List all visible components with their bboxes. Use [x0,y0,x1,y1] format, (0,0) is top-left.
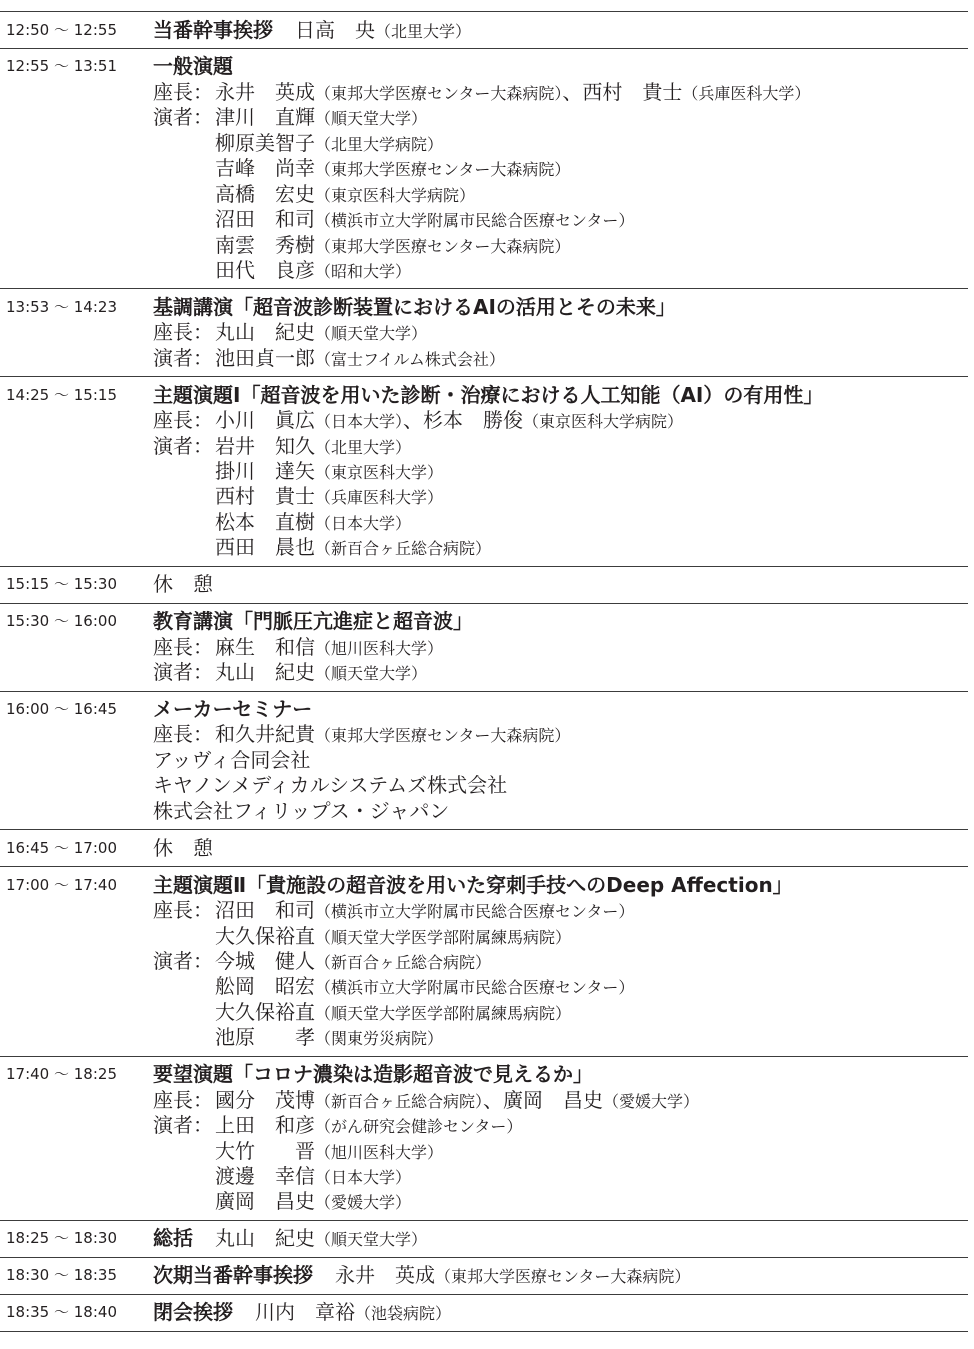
speaker-line [153,1139,968,1164]
chair-label: 座長： [153,722,213,747]
speaker-affiliation: （北里大学病院） [315,134,444,154]
chair-name: 廣岡 昌史 [503,1087,604,1112]
session-heading [153,383,968,408]
session-title: 一般演題 [153,54,233,79]
chair-affiliation: （旭川医科大学） [315,638,444,658]
session-content [153,1300,968,1325]
chair-name: 大久保裕直 [215,923,315,948]
speaker-name: 松本 直樹 [215,509,315,534]
speaker-label: 演者： [153,433,213,458]
session-title: 当番幹事挨拶 [153,17,273,42]
session-content [153,18,968,43]
session-content [153,1062,968,1215]
session-title: 閉会挨拶 [153,1300,233,1325]
session-heading [153,54,968,79]
session-content [153,383,968,561]
speaker-name: 大竹 晋 [215,1138,315,1163]
session-title: 基調講演「超音波診断装置におけるAIの活用とその未来」 [153,294,676,319]
speaker-line [153,1025,968,1050]
speaker-affiliation: （横浜市立大学附属市民総合医療センター） [315,211,635,231]
session-content [153,572,968,597]
session-time: 16:45 ～ 17:00 [6,838,117,857]
chair-affiliation: （愛媛大学） [603,1091,700,1111]
presenter-name: 日高 央 [295,17,375,42]
sponsor-company: キヤノンメディカルシステムズ株式会社 [153,773,508,798]
session-content [153,1226,968,1251]
session-heading [153,697,968,722]
presenter-affiliation: （東邦大学医療センター大森病院） [435,1267,691,1287]
chair-affiliation: （日本大学） [315,412,404,432]
session-time: 12:50 ～ 12:55 [6,20,117,39]
session-content [153,54,968,283]
speaker-affiliation: （旭川医科大学） [315,1142,444,1162]
speaker-name: 吉峰 尚幸 [215,156,315,181]
session-heading [153,1300,968,1325]
speaker-affiliation: （兵庫医科大学） [315,488,444,508]
speaker-line [153,207,968,232]
speaker-name: 西村 貴士 [215,484,315,509]
schedule-row [0,49,968,289]
speaker-label: 演者： [153,948,213,973]
speaker-affiliation: （東京医科大学病院） [315,185,476,205]
list-separator: 、 [483,1087,504,1112]
speaker-line [153,535,968,560]
speaker-line [153,1113,968,1138]
session-time: 16:00 ～ 16:45 [6,700,117,718]
speaker-name: 掛川 達矢 [215,459,315,483]
chair-label: 座長： [153,320,213,345]
speaker-label: 演者： [153,105,213,130]
session-title: 主題演題Ⅰ「超音波を用いた診断・治療における人工知能（AI）の有用性」 [153,382,824,407]
speaker-affiliation: （順天堂大学） [315,109,428,129]
speaker-affiliation: （新百合ヶ丘総合病院） [315,539,492,559]
program-schedule [0,11,968,1332]
schedule-row [0,1258,968,1295]
presenter-name: 丸山 紀史 [215,1226,315,1251]
speaker-name: 田代 良彦 [215,257,315,282]
speaker-label: 演者： [153,345,213,370]
speaker-affiliation: （新百合ヶ丘総合病院） [315,952,492,972]
chair-label: 座長： [153,634,213,659]
session-time: 14:25 ～ 15:15 [6,385,117,404]
speaker-affiliation: （北里大学） [315,437,412,457]
chair-affiliation: （東京医科大学病院） [523,412,684,432]
speaker-line [153,346,968,371]
schedule-row [0,1221,968,1258]
schedule-row [0,692,968,831]
session-time: 17:40 ～ 18:25 [6,1065,117,1084]
chair-affiliation: （順天堂大学） [315,324,428,344]
session-title: 主題演題Ⅱ「貴施設の超音波を用いた穿刺手技へのDeep Affection」 [153,872,793,897]
chair-line [153,320,968,345]
schedule-row [0,377,968,567]
chair-affiliation: （東邦大学医療センター大森病院） [315,726,571,746]
speaker-name: 池田貞一郎 [215,345,315,370]
speaker-label: 演者： [153,1113,213,1138]
chair-name: 和久井紀貴 [215,722,315,747]
chair-name: 永井 英成 [215,79,315,104]
chair-name: 小川 眞広 [215,408,315,433]
session-time: 15:30 ～ 16:00 [6,612,117,631]
speaker-name: 大久保裕直 [215,999,315,1024]
speaker-line [153,510,968,535]
presenter-name: 川内 章裕 [255,1300,355,1325]
schedule-row [0,567,968,604]
chair-affiliation: （兵庫医科大学） [682,83,811,103]
schedule-row [0,604,968,692]
speaker-name: 上田 和彦 [215,1113,315,1138]
break-line [153,572,968,597]
chair-label: 座長： [153,408,213,433]
speaker-name: 沼田 和司 [215,207,315,232]
chair-affiliation: （横浜市立大学附属市民総合医療センター） [315,902,635,922]
speaker-affiliation: （順天堂大学） [315,664,428,684]
break-line [153,836,968,861]
session-heading [153,295,968,320]
chair-name: 麻生 和信 [215,634,315,659]
chair-affiliation: （新百合ヶ丘総合病院） [315,1091,484,1111]
speaker-name: 渡邊 幸信 [215,1163,315,1188]
chair-name: 國分 茂博 [215,1087,315,1112]
speaker-label: 演者： [153,660,213,685]
speaker-affiliation: （横浜市立大学附属市民総合医療センター） [315,978,635,998]
chair-line [153,924,968,949]
speaker-affiliation: （関東労災病院） [315,1029,444,1049]
session-heading [153,18,968,43]
session-heading [153,1263,968,1288]
sponsor-line [153,799,968,824]
speaker-name: 高橋 宏史 [215,181,315,206]
session-content [153,697,968,824]
session-heading [153,609,968,634]
chair-line [153,1088,968,1113]
speaker-affiliation: （愛媛大学） [315,1193,412,1213]
speaker-line [153,1000,968,1025]
speaker-affiliation: （日本大学） [315,513,412,533]
speaker-affiliation: （東邦大学医療センター大森病院） [315,160,571,180]
chair-label: 座長： [153,1087,213,1112]
session-title: 要望演題「コロナ濃染は造影超音波で見えるか」 [153,1062,593,1087]
speaker-affiliation: （日本大学） [315,1167,412,1187]
presenter-name: 永井 英成 [335,1263,435,1288]
speaker-affiliation: （東京医科大学） [315,463,444,482]
chair-label: 座長： [153,898,213,923]
session-content [153,609,968,685]
session-time: 18:35 ～ 18:40 [6,1303,117,1322]
session-time: 17:00 ～ 17:40 [6,875,117,894]
chair-label: 座長： [153,79,213,104]
speaker-name: 丸山 紀史 [215,660,315,685]
list-separator: 、 [403,408,424,433]
session-time: 18:30 ～ 18:35 [6,1266,117,1285]
session-content [153,873,968,1051]
session-title: メーカーセミナー [153,697,313,721]
chair-name: 杉本 勝俊 [423,408,524,433]
speaker-affiliation: （富士フイルム株式会社） [315,349,505,369]
session-time: 13:53 ～ 14:23 [6,297,117,316]
speaker-name: 岩井 知久 [215,433,315,458]
schedule-row [0,830,968,867]
speaker-line [153,459,968,484]
presenter-affiliation: （北里大学） [375,21,472,41]
speaker-line [153,258,968,283]
session-heading [153,1226,968,1251]
chair-name: 西村 貴士 [582,79,683,104]
session-title: 教育講演「門脈圧亢進症と超音波」 [153,609,473,634]
sponsor-company: アッヴィ合同会社 [153,747,311,772]
speaker-line [153,233,968,258]
break-label: 休 憩 [153,572,213,597]
speaker-affiliation: （東邦大学医療センター大森病院） [315,236,571,256]
speaker-name: 南雲 秀樹 [215,232,315,257]
schedule-row [0,1057,968,1221]
chair-line [153,722,968,747]
chair-line [153,898,968,923]
speaker-line [153,949,968,974]
speaker-line [153,1164,968,1189]
speaker-line [153,660,968,685]
speaker-name: 今城 健人 [215,948,315,973]
sponsor-line [153,773,968,798]
sponsor-line [153,748,968,773]
speaker-line [153,105,968,130]
schedule-row [0,12,968,49]
schedule-row [0,289,968,377]
speaker-line [153,434,968,459]
schedule-row [0,1295,968,1332]
speaker-name: 舩岡 昭宏 [215,974,315,999]
speaker-line [153,156,968,181]
session-time: 18:25 ～ 18:30 [6,1229,117,1248]
sponsor-company: 株式会社フィリップス・ジャパン [153,798,450,823]
speaker-name: 津川 直輝 [215,105,315,130]
chair-line [153,635,968,660]
session-heading [153,873,968,898]
speaker-line [153,131,968,156]
speaker-line [153,182,968,207]
session-time: 12:55 ～ 13:51 [6,57,117,76]
presenter-affiliation: （順天堂大学） [315,1230,428,1250]
presenter-affiliation: （池袋病院） [355,1304,452,1324]
speaker-name: 廣岡 昌史 [215,1189,315,1214]
session-content [153,1263,968,1288]
schedule-row [0,867,968,1057]
speaker-affiliation: （がん研究会健診センター） [315,1117,523,1137]
chair-line [153,80,968,105]
session-content [153,836,968,861]
session-time: 15:15 ～ 15:30 [6,575,117,594]
chair-line [153,408,968,433]
chair-affiliation: （順天堂大学医学部附属練馬病院） [315,927,572,947]
speaker-name: 池原 孝 [215,1025,315,1050]
speaker-line [153,974,968,999]
session-content [153,295,968,371]
chair-affiliation: （東邦大学医療センター大森病院） [315,83,563,103]
speaker-affiliation: （昭和大学） [315,261,412,281]
session-title: 次期当番幹事挨拶 [153,1263,313,1288]
list-separator: 、 [562,79,583,104]
session-title: 総括 [153,1226,193,1251]
break-label: 休 憩 [153,835,213,860]
speaker-name: 西田 晨也 [215,535,315,560]
chair-name: 丸山 紀史 [215,320,315,345]
chair-name: 沼田 和司 [215,898,315,923]
speaker-name: 柳原美智子 [215,130,315,155]
speaker-line [153,484,968,509]
session-heading [153,1062,968,1087]
speaker-affiliation: （順天堂大学医学部附属練馬病院） [315,1003,572,1023]
speaker-line [153,1189,968,1214]
